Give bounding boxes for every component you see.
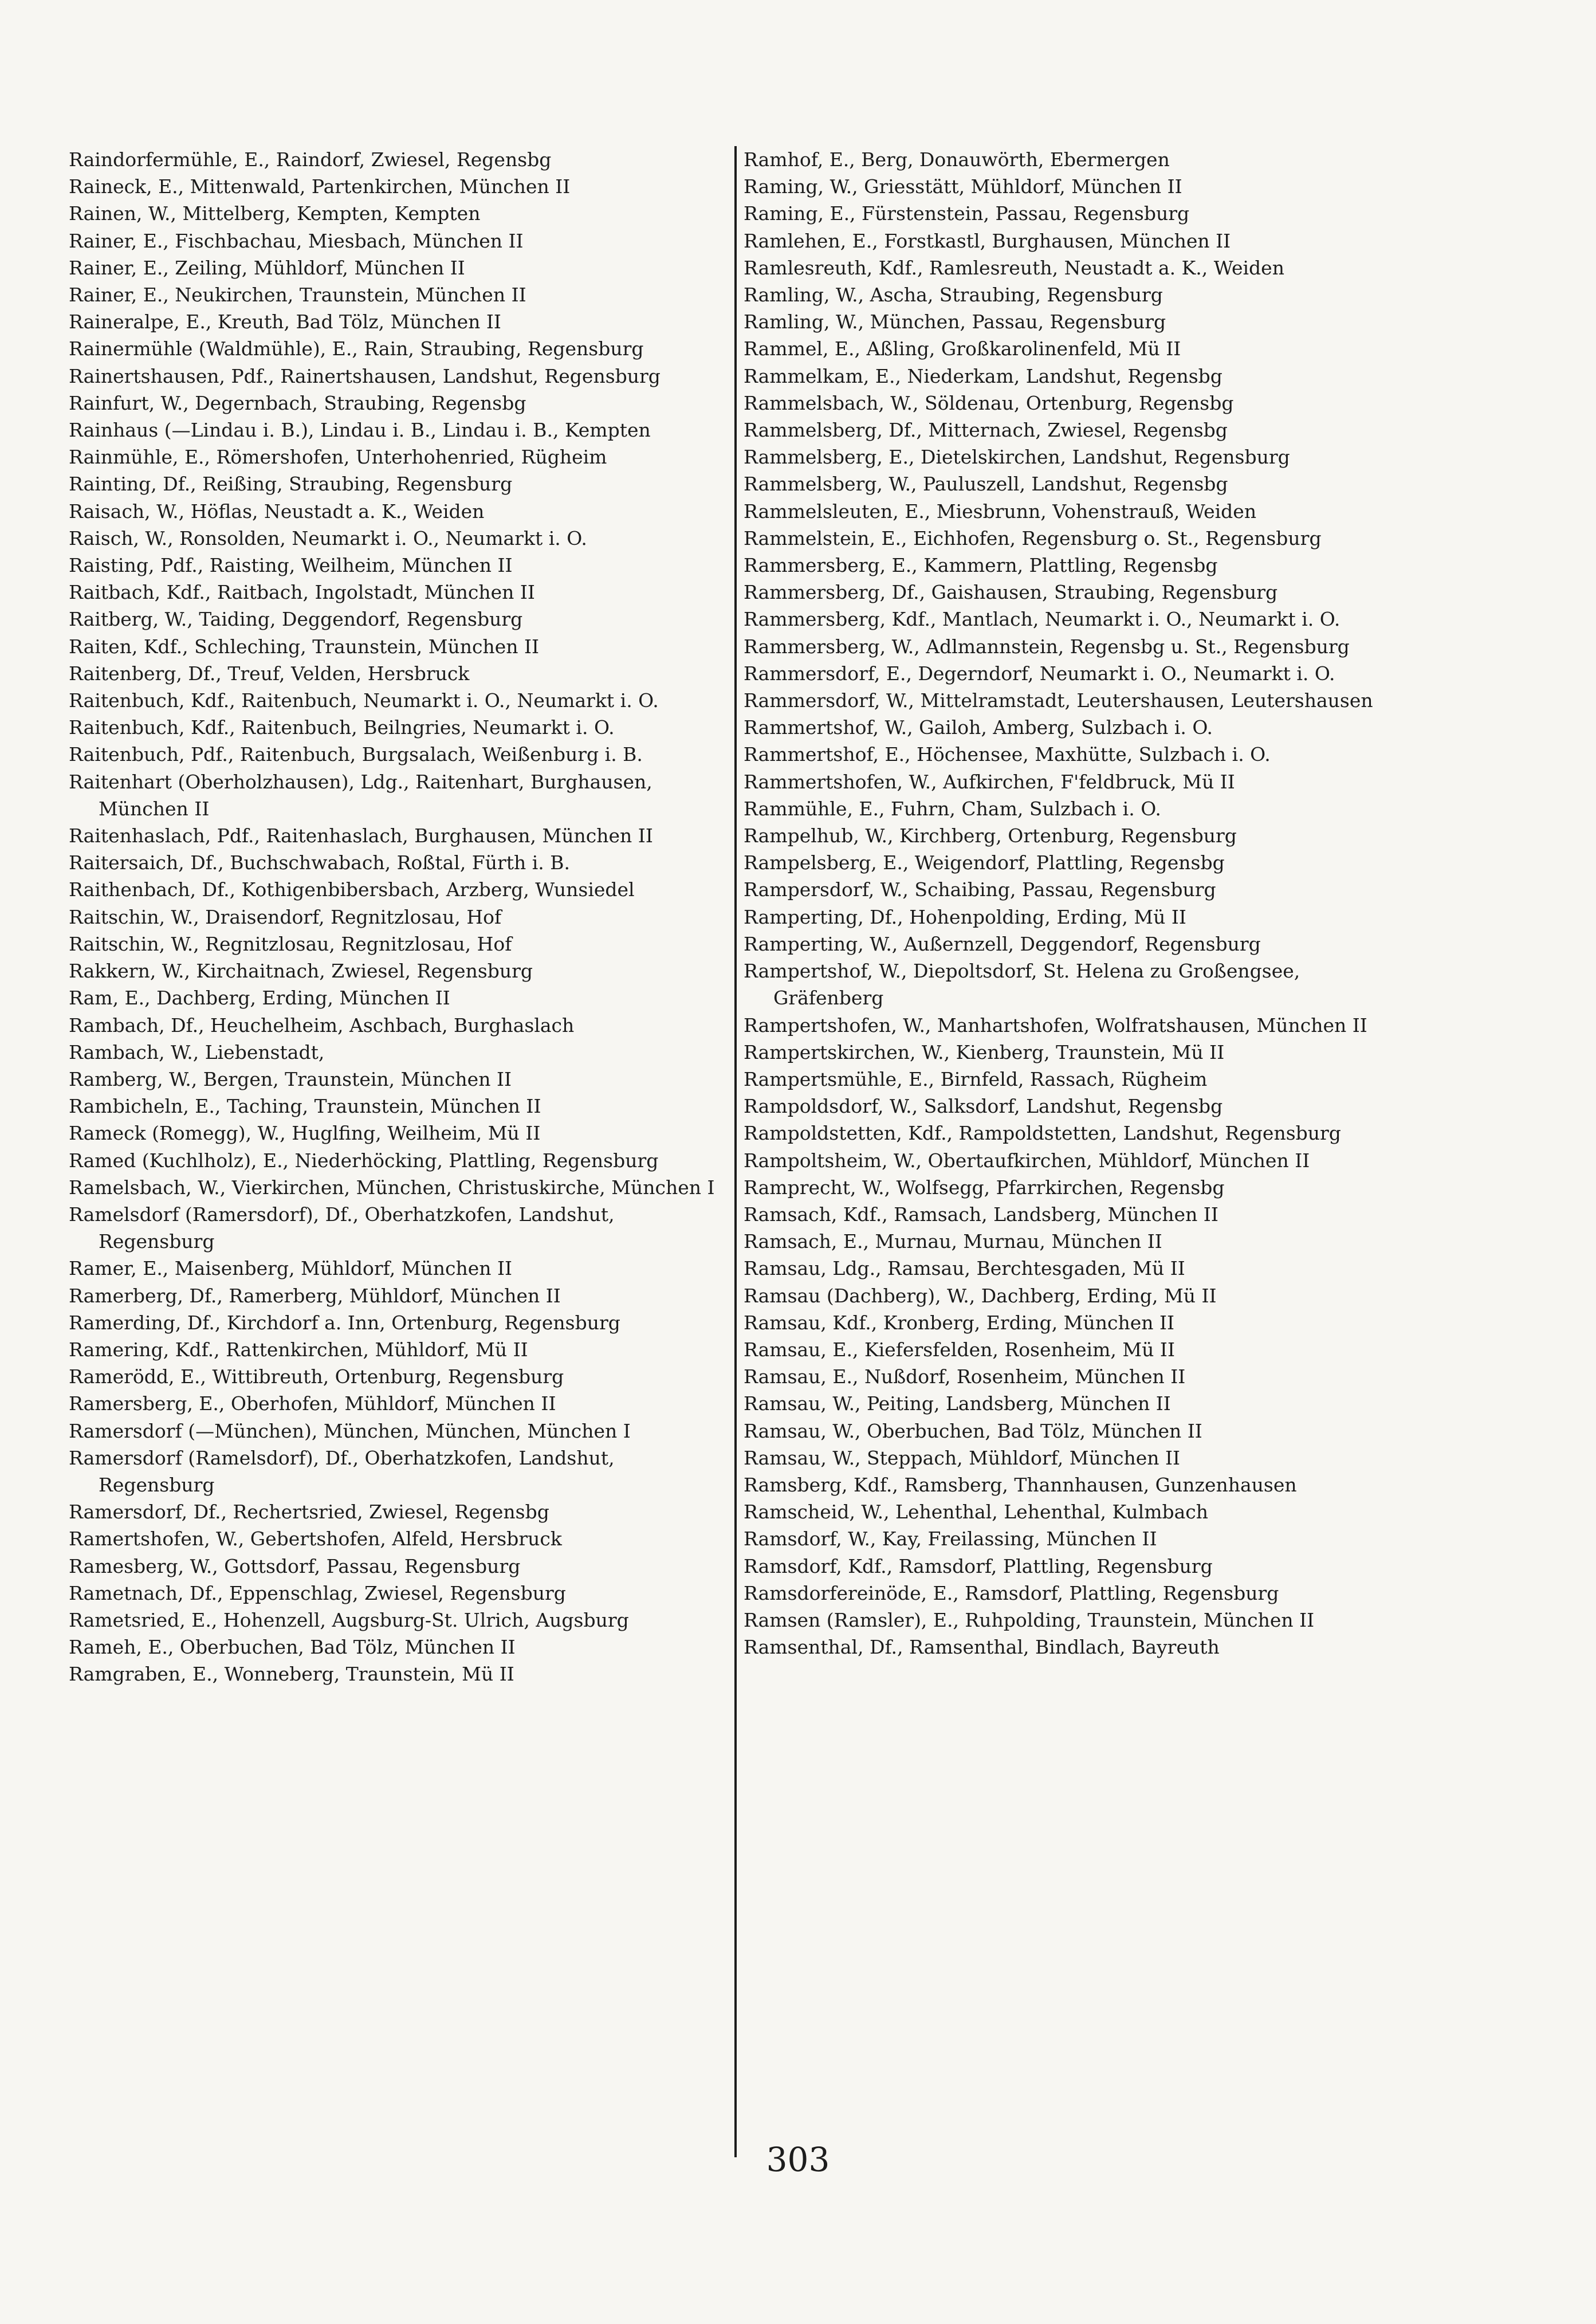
gazetteer-entry: Raineralpe, E., Kreuth, Bad Tölz, München II [69,311,501,333]
gazetteer-entry: Raitenbuch, Kdf., Raitenbuch, Beilngries, Neumarkt i. O. [69,716,615,739]
gazetteer-entry: Rainen, W., Mittelberg, Kempten, Kempten [69,202,481,225]
gazetteer-entry: Rambach, Df., Heuchelheim, Aschbach, Burghaslach [69,1014,575,1037]
gazetteer-entry: Ramersdorf (Ramelsdorf), Df., Oberhatzkofen, Landshut, Regensburg [69,1446,615,1496]
gazetteer-entry: Ramelsdorf (Ramersdorf), Df., Oberhatzkofen, Landshut, Regensburg [69,1203,615,1253]
gazetteer-entry: Ramsdorf, Kdf., Ramsdorf, Plattling, Regensburg [744,1554,1213,1577]
page-number: 303 [766,2140,830,2179]
gazetteer-entry: Raitersaich, Df., Buchschwabach, Roßtal, Fürth i. B. [69,851,571,874]
gazetteer-entry: Rampelsberg, E., Weigendorf, Plattling, Regensbg [744,851,1225,874]
gazetteer-entry: Rammelstein, E., Eichhofen, Regensburg o. St., Regensburg [744,527,1322,549]
gazetteer-entry: Ramling, W., Ascha, Straubing, Regensburg [744,284,1163,307]
gazetteer-entry: Raisch, W., Ronsolden, Neumarkt i. O., Neumarkt i. O. [69,527,587,549]
gazetteer-entry: Ramscheid, W., Lehenthal, Lehenthal, Kulmbach [744,1501,1209,1524]
gazetteer-entry: Ramertshofen, W., Gebertshofen, Alfeld, Hersbruck [69,1528,562,1550]
gazetteer-entry: Ramering, Kdf., Rattenkirchen, Mühldorf, Mü II [69,1338,528,1361]
gazetteer-entry: Ramsau, W., Steppach, Mühldorf, München II [744,1446,1181,1469]
gazetteer-entry: Rammersdorf, W., Mittelramstadt, Leutershausen, Leutershausen [744,689,1373,712]
gazetteer-entry: Ramesberg, W., Gottsdorf, Passau, Regensburg [69,1554,521,1577]
gazetteer-entry: Ramsberg, Kdf., Ramsberg, Thannhausen, Gunzenhausen [744,1473,1297,1496]
gazetteer-entry: Rammelkam, E., Niederkam, Landshut, Regensbg [744,364,1222,387]
gazetteer-entry: Raisach, W., Höflas, Neustadt a. K., Weiden [69,500,485,523]
gazetteer-entry: Raiten, Kdf., Schleching, Traunstein, München II [69,635,540,658]
gazetteer-entry: Rampoldstetten, Kdf., Rampoldstetten, Landshut, Regensburg [744,1122,1341,1145]
gazetteer-entry: Raithenbach, Df., Kothigenbibersbach, Arzberg, Wunsiedel [69,878,635,901]
gazetteer-entry: Ramperting, W., Außernzell, Deggendorf, Regensburg [744,932,1261,955]
gazetteer-entry: Rammelsberg, Df., Mitternach, Zwiesel, Regensbg [744,419,1228,442]
gazetteer-entry: Rambicheln, E., Taching, Traunstein, München II [69,1095,541,1118]
gazetteer-entry: Rammertshofen, W., Aufkirchen, F'feldbruck, Mü II [744,770,1235,793]
gazetteer-entry: Ramlehen, E., Forstkastl, Burghausen, München II [744,229,1231,252]
gazetteer-entry: Rambach, W., Liebenstadt, [69,1041,325,1063]
gazetteer-entry: Raisting, Pdf., Raisting, Weilheim, München II [69,554,513,577]
gazetteer-entry: Ramerödd, E., Wittibreuth, Ortenburg, Regensburg [69,1365,564,1388]
gazetteer-entry: Ramhof, E., Berg, Donauwörth, Ebermergen [744,148,1170,171]
gazetteer-entry: Rammersberg, Df., Gaishausen, Straubing, Regensburg [744,581,1278,604]
gazetteer-entry: Rametsried, E., Hohenzell, Augsburg-St. Ulrich, Augsburg [69,1608,629,1631]
gazetteer-entry: Rampoltsheim, W., Obertaufkirchen, Mühldorf, München II [744,1149,1310,1172]
gazetteer-entry: Rammelsleuten, E., Miesbrunn, Vohenstrauß, Weiden [744,500,1257,523]
gazetteer-entry: Ramsdorf, W., Kay, Freilassing, München II [744,1528,1157,1550]
gazetteer-entry: Ramsau, W., Oberbuchen, Bad Tölz, München II [744,1419,1202,1442]
gazetteer-entry: Ramed (Kuchlholz), E., Niederhöcking, Plattling, Regensburg [69,1149,659,1172]
gazetteer-entry: Rakkern, W., Kirchaitnach, Zwiesel, Regensburg [69,960,533,983]
gazetteer-entry: Raitenhaslach, Pdf., Raitenhaslach, Burghausen, München II [69,825,653,847]
gazetteer-entry: Rainmühle, E., Römershofen, Unterhohenried, Rügheim [69,446,607,469]
gazetteer-entry: Rammelsbach, W., Söldenau, Ortenburg, Regensbg [744,391,1234,414]
gazetteer-entry: Raineck, E., Mittenwald, Partenkirchen, München II [69,175,571,198]
gazetteer-entry: Ramsenthal, Df., Ramsenthal, Bindlach, Bayreuth [744,1636,1220,1659]
gazetteer-entry: Rainertshausen, Pdf., Rainertshausen, Landshut, Regensburg [69,364,661,387]
gazetteer-entry: Raming, W., Griesstätt, Mühldorf, München II [744,175,1182,198]
gazetteer-entry: Ramsau, E., Kiefersfelden, Rosenheim, Mü II [744,1338,1175,1361]
gazetteer-entry: Ramelsbach, W., Vierkirchen, München, Christuskirche, München I [69,1176,715,1199]
gazetteer-entry: Ramsau (Dachberg), W., Dachberg, Erding, Mü II [744,1284,1217,1307]
gazetteer-entry: Ramsau, W., Peiting, Landsberg, München II [744,1392,1171,1415]
gazetteer-entry: Ramperting, Df., Hohenpolding, Erding, Mü II [744,905,1186,928]
gazetteer-entry: Ramsau, Kdf., Kronberg, Erding, München II [744,1311,1175,1334]
gazetteer-entry: Ramsdorfereinöde, E., Ramsdorf, Plattling, Regensburg [744,1581,1279,1604]
gazetteer-entry: Rainhaus (—Lindau i. B.), Lindau i. B., Lindau i. B., Kempten [69,419,651,442]
gazetteer-entry: Rammühle, E., Fuhrn, Cham, Sulzbach i. O. [744,797,1161,820]
gazetteer-entry: Ramsen (Ramsler), E., Ruhpolding, Traunstein, München II [744,1608,1315,1631]
gazetteer-entry: Rameck (Romegg), W., Huglfing, Weilheim, Mü II [69,1122,541,1145]
gazetteer-entry: Rainer, E., Neukirchen, Traunstein, München II [69,284,526,307]
gazetteer-entry: Rainer, E., Zeiling, Mühldorf, München II [69,256,465,279]
gazetteer-entry: Rampertshof, W., Diepoltsdorf, St. Helena zu Großengsee, Gräfenberg [744,960,1300,1010]
gazetteer-entry: Raitbach, Kdf., Raitbach, Ingolstadt, München II [69,581,535,604]
gazetteer-entry: Rampertsmühle, E., Birnfeld, Rassach, Rügheim [744,1067,1208,1090]
gazetteer-entry: Rammelsberg, E., Dietelskirchen, Landshut, Regensburg [744,446,1290,469]
gazetteer-entry: Rameh, E., Oberbuchen, Bad Tölz, München II [69,1636,516,1659]
gazetteer-entry: Ramsau, Ldg., Ramsau, Berchtesgaden, Mü II [744,1257,1185,1280]
gazetteer-entry: Raitenbuch, Kdf., Raitenbuch, Neumarkt i. O., Neumarkt i. O. [69,689,659,712]
gazetteer-entry: Ramersdorf, Df., Rechertsried, Zwiesel, Regensbg [69,1501,549,1524]
gazetteer-entry: Rainfurt, W., Degernbach, Straubing, Regensbg [69,391,526,414]
gazetteer-entry: Rampertskirchen, W., Kienberg, Traunstein, Mü II [744,1041,1225,1063]
gazetteer-entry: Rammel, E., Aßling, Großkarolinenfeld, Mü II [744,337,1181,360]
gazetteer-entry: Rammertshof, W., Gailoh, Amberg, Sulzbach i. O. [744,716,1213,739]
gazetteer-entry: Ramling, W., München, Passau, Regensburg [744,311,1166,333]
gazetteer-entry: Ramsach, E., Murnau, Murnau, München II [744,1230,1162,1253]
gazetteer-entry: Ramsau, E., Nußdorf, Rosenheim, München II [744,1365,1186,1388]
gazetteer-entry: Rammersberg, E., Kammern, Plattling, Regensbg [744,554,1218,577]
gazetteer-entry: Rampelhub, W., Kirchberg, Ortenburg, Regensburg [744,825,1237,847]
gazetteer-entry: Rampersdorf, W., Schaibing, Passau, Regensburg [744,878,1216,901]
gazetteer-entry: Rampoldsdorf, W., Salksdorf, Landshut, Regensbg [744,1095,1223,1118]
right-column [744,146,1388,1660]
gazetteer-entry: Raitschin, W., Draisendorf, Regnitzlosau, Hof [69,905,502,928]
gazetteer-entry: Raitschin, W., Regnitzlosau, Regnitzlosau, Hof [69,932,512,955]
column-divider [734,146,737,2157]
gazetteer-entry: Rampertshofen, W., Manhartshofen, Wolfratshausen, München II [744,1014,1367,1037]
gazetteer-entry: Ramgraben, E., Wonneberg, Traunstein, Mü II [69,1663,514,1686]
gazetteer-entry: Raitenberg, Df., Treuf, Velden, Hersbruck [69,662,470,685]
gazetteer-entry: Raindorfermühle, E., Raindorf, Zwiesel, Regensbg [69,148,552,171]
gazetteer-entry: Raitenbuch, Pdf., Raitenbuch, Burgsalach, Weißenburg i. B. [69,743,643,766]
gazetteer-entry: Ramlesreuth, Kdf., Ramlesreuth, Neustadt a. K., Weiden [744,256,1284,279]
gazetteer-entry: Rainer, E., Fischbachau, Miesbach, München II [69,229,524,252]
gazetteer-entry: Rammersberg, Kdf., Mantlach, Neumarkt i. O., Neumarkt i. O. [744,608,1341,631]
gazetteer-entry: Rametnach, Df., Eppenschlag, Zwiesel, Regensburg [69,1581,566,1604]
gazetteer-entry: Rainting, Df., Reißing, Straubing, Regensburg [69,473,513,496]
gazetteer-entry: Ramsach, Kdf., Ramsach, Landsberg, München II [744,1203,1218,1226]
gazetteer-entry: Ramerberg, Df., Ramerberg, Mühldorf, München II [69,1284,561,1307]
gazetteer-entry: Rammersberg, W., Adlmannstein, Regensbg u. St., Regensburg [744,635,1350,658]
gazetteer-entry: Ramberg, W., Bergen, Traunstein, München II [69,1067,512,1090]
gazetteer-entry: Rainermühle (Waldmühle), E., Rain, Straubing, Regensburg [69,337,644,360]
gazetteer-entry: Ramprecht, W., Wolfsegg, Pfarrkirchen, Regensbg [744,1176,1225,1199]
gazetteer-entry: Ramersdorf (—München), München, München, München I [69,1419,631,1442]
gazetteer-entry: Ramersberg, E., Oberhofen, Mühldorf, München II [69,1392,556,1415]
gazetteer-entry: Ramerding, Df., Kirchdorf a. Inn, Ortenburg, Regensburg [69,1311,620,1334]
gazetteer-entry: Raitberg, W., Taiding, Deggendorf, Regensburg [69,608,523,631]
gazetteer-entry: Ramer, E., Maisenberg, Mühldorf, München II [69,1257,513,1280]
gazetteer-entry: Raming, E., Fürstenstein, Passau, Regensburg [744,202,1190,225]
gazetteer-entry: Raitenhart (Oberholzhausen), Ldg., Raitenhart, Burghausen, München II [69,770,652,820]
gazetteer-entry: Rammertshof, E., Höchensee, Maxhütte, Sulzbach i. O. [744,743,1271,766]
gazetteer-entry: Rammersdorf, E., Degerndorf, Neumarkt i. O., Neumarkt i. O. [744,662,1335,685]
gazetteer-entry: Rammelsberg, W., Pauluszell, Landshut, Regensbg [744,473,1228,496]
left-column [69,146,725,1688]
gazetteer-entry: Ram, E., Dachberg, Erding, München II [69,987,450,1010]
